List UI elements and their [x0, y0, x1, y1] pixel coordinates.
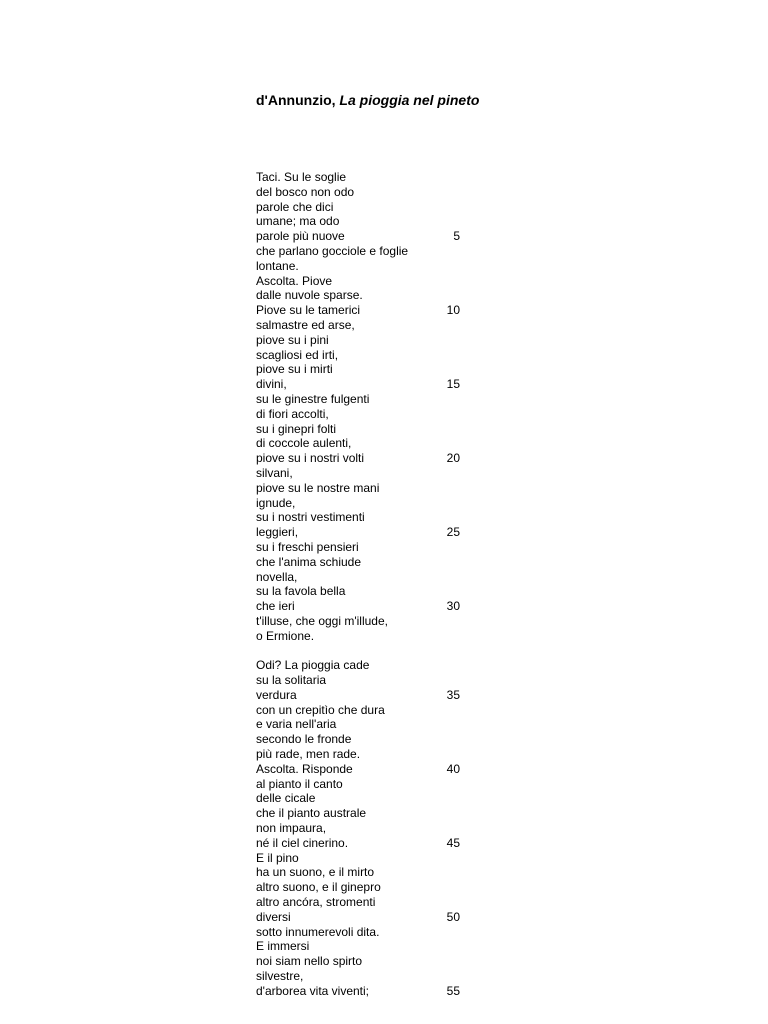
poem-line: [256, 939, 516, 954]
line-text: su le ginestre fulgenti: [256, 391, 370, 406]
poem-line: [256, 821, 516, 836]
poem-line: [256, 451, 516, 466]
line-text: dalle nuvole sparse.: [256, 288, 363, 303]
line-text: piove su i pini: [256, 332, 329, 347]
line-number: 25: [446, 525, 460, 540]
line-text: E il pino: [256, 850, 299, 865]
line-text: che l'anima schiude: [256, 554, 362, 569]
poem-line: [256, 540, 516, 555]
line-number: 55: [446, 983, 460, 998]
poem-line: [256, 525, 516, 540]
line-text: su la favola bella: [256, 584, 346, 599]
poem-line: [256, 466, 516, 481]
poem-line: [256, 555, 516, 570]
poem-line: [256, 422, 516, 437]
line-text: né il ciel cinerino.: [256, 835, 349, 850]
poem-line: [256, 747, 516, 762]
poem-line: [256, 510, 516, 525]
poem-line: [256, 969, 516, 984]
title-work: La pioggia nel pineto: [339, 92, 480, 108]
poem-line: [256, 895, 516, 910]
line-text: scagliosi ed irti,: [256, 347, 339, 362]
line-text: più rade, men rade.: [256, 747, 361, 762]
poem-line: [256, 954, 516, 969]
line-text: su i ginepri folti: [256, 421, 337, 436]
line-text: che parlano gocciole e foglie: [256, 243, 409, 258]
poem-line: [256, 599, 516, 614]
line-text: divini,: [256, 377, 287, 392]
line-text: Ascolta. Risponde: [256, 761, 353, 776]
line-text: non impaura,: [256, 821, 327, 836]
line-text: del bosco non odo: [256, 184, 355, 199]
title-author: d'Annunzio,: [256, 92, 336, 108]
poem-line: [256, 244, 516, 259]
poem-line: [256, 377, 516, 392]
poem-line: [256, 229, 516, 244]
line-text: Taci. Su le soglie: [256, 170, 347, 184]
line-text: o Ermione.: [256, 628, 315, 643]
line-text: verdura: [256, 687, 297, 702]
poem-line: [256, 200, 516, 215]
line-text: t'illuse, che oggi m'illude,: [256, 613, 388, 628]
line-text: silvani,: [256, 465, 293, 480]
line-number: 35: [446, 687, 460, 702]
poem-line: [256, 303, 516, 318]
line-text: novella,: [256, 569, 298, 584]
line-text: lontane.: [256, 258, 299, 273]
poem-line: [256, 570, 516, 585]
line-text: Odi? La pioggia cade: [256, 658, 370, 673]
line-text: salmastre ed arse,: [256, 317, 355, 332]
line-text: altro ancóra, stromenti: [256, 895, 376, 910]
poem-line: [256, 984, 516, 999]
poem-line: [256, 259, 516, 274]
poem-line: [256, 333, 516, 348]
line-number: 15: [446, 377, 460, 392]
document-title: [256, 91, 479, 109]
line-number: 45: [446, 835, 460, 850]
poem-line: [256, 910, 516, 925]
line-text: di coccole aulenti,: [256, 436, 352, 451]
poem-text: [256, 170, 516, 999]
poem-line: [256, 481, 516, 496]
line-text: su la solitaria: [256, 673, 327, 688]
line-text: piove su i nostri volti: [256, 451, 365, 466]
line-text: umane; ma odo: [256, 214, 340, 229]
line-text: Piove su le tamerici: [256, 303, 361, 318]
line-number: 10: [446, 303, 460, 318]
line-text: Ascolta. Piove: [256, 273, 333, 288]
poem-line: [256, 362, 516, 377]
poem-line: [256, 762, 516, 777]
poem-line: [256, 880, 516, 895]
line-text: su i freschi pensieri: [256, 539, 359, 554]
line-text: parole più nuove: [256, 229, 345, 244]
line-text: altro suono, e il ginepro: [256, 880, 381, 895]
poem-line: [256, 777, 516, 792]
poem-line: [256, 836, 516, 851]
line-text: che ieri: [256, 599, 295, 614]
poem-line: [256, 732, 516, 747]
line-text: ha un suono, e il mirto: [256, 865, 375, 880]
line-text: di fiori accolti,: [256, 406, 329, 421]
poem-line: [256, 170, 516, 185]
poem-line: [256, 673, 516, 688]
poem-line: [256, 851, 516, 866]
line-text: su i nostri vestimenti: [256, 510, 365, 525]
poem-line: [256, 584, 516, 599]
poem-line: [256, 614, 516, 629]
poem-line: [256, 392, 516, 407]
line-number: 40: [446, 761, 460, 776]
poem-line: [256, 436, 516, 451]
poem-line: [256, 348, 516, 363]
poem-line: [256, 185, 516, 200]
line-number: 30: [446, 599, 460, 614]
line-text: diversi: [256, 909, 291, 924]
poem-line: [256, 658, 516, 673]
poem-line: [256, 496, 516, 511]
line-text: delle cicale: [256, 791, 316, 806]
poem-line: [256, 288, 516, 303]
line-text: noi siam nello spirto: [256, 954, 363, 969]
line-number: 5: [453, 229, 460, 244]
line-number: 50: [446, 909, 460, 924]
poem-line: [256, 274, 516, 289]
line-text: secondo le fronde: [256, 732, 352, 747]
line-text: e varia nell'aria: [256, 717, 337, 732]
line-text: d'arborea vita viventi;: [256, 983, 370, 998]
line-text: parole che dici: [256, 199, 334, 214]
line-text: silvestre,: [256, 969, 304, 984]
line-text: al pianto il canto: [256, 776, 343, 791]
stanza: [256, 170, 516, 644]
line-text: piove su le nostre mani: [256, 480, 380, 495]
poem-line: [256, 717, 516, 732]
line-text: con un crepitìo che dura: [256, 702, 385, 717]
poem-line: [256, 214, 516, 229]
stanza: [256, 658, 516, 998]
line-text: sotto innumerevoli dita.: [256, 924, 380, 939]
line-text: ignude,: [256, 495, 296, 510]
poem-line: [256, 629, 516, 644]
line-text: che il pianto australe: [256, 806, 367, 821]
poem-line: [256, 925, 516, 940]
line-number: 20: [446, 451, 460, 466]
poem-line: [256, 688, 516, 703]
poem-line: [256, 407, 516, 422]
line-text: E immersi: [256, 939, 310, 954]
poem-line: [256, 791, 516, 806]
line-text: piove su i mirti: [256, 362, 333, 377]
line-text: leggieri,: [256, 525, 299, 540]
poem-line: [256, 806, 516, 821]
poem-line: [256, 318, 516, 333]
poem-line: [256, 865, 516, 880]
poem-line: [256, 703, 516, 718]
